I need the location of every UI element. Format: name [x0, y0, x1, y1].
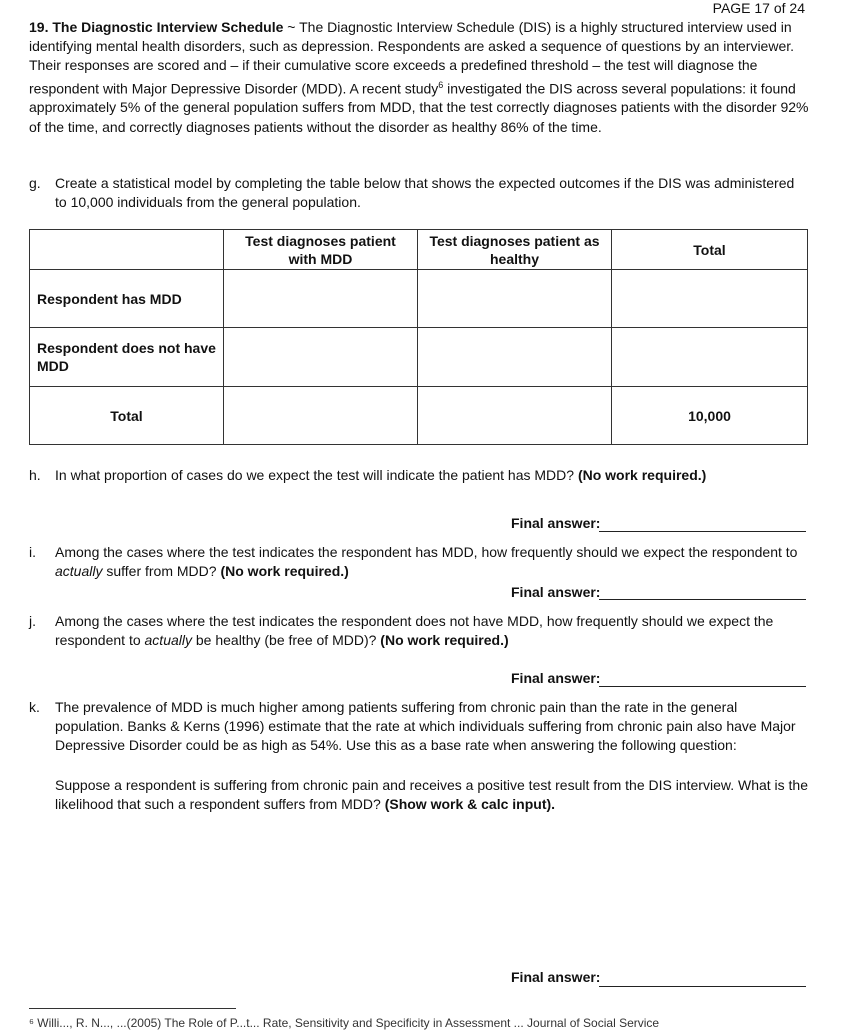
question-note: (No work required.): [577, 467, 707, 483]
page-number: PAGE 17 of 24: [712, 0, 805, 16]
question-letter: h.: [29, 467, 41, 483]
question-letter: i.: [29, 544, 36, 560]
outcome-table: [29, 229, 808, 445]
question-text: Suppose a respondent is suffering from chronic pain and receives a positive test result from the DIS interview. What is the likelihood that such a respondent suffers from MDD?: [55, 777, 809, 812]
question-k: [29, 698, 809, 755]
question-i: [29, 543, 809, 581]
question-text: Create a statistical model by completing the table below that shows the expected outcomes if the DIS was administered to 10,000 individuals from the general population.: [55, 175, 795, 210]
final-answer-label-k: Final answer:: [511, 969, 601, 985]
table-corner-cell: [30, 230, 224, 270]
question-19-intro: [29, 18, 809, 137]
row-label-no-mdd: Respondent does not have MDD: [30, 328, 224, 387]
final-answer-blank-k[interactable]: [599, 985, 806, 987]
question-letter: g.: [29, 175, 41, 191]
question-j: [29, 612, 809, 650]
emphasis: actually: [144, 632, 192, 648]
question-number: 19.: [29, 19, 49, 35]
cell-grand-total: 10,000: [612, 387, 808, 445]
cell-total-test-mdd[interactable]: [224, 387, 418, 445]
final-answer-blank-i[interactable]: [599, 598, 806, 600]
question-g: [29, 174, 809, 212]
question-text: The prevalence of MDD is much higher among patients suffering from chronic pain than the rate in the general population. Banks & Kerns (1996) estimate that the rate at which individuals suffering from chronic pain also have Major Depressive Disorder could be as high as 54%. Use this as a base rate when answering the following question:: [55, 699, 796, 753]
cell-has-mdd-test-mdd[interactable]: [224, 270, 418, 328]
question-text: In what proportion of cases do we expect the test will indicate the patient has MDD?: [55, 467, 578, 483]
final-answer-blank-h[interactable]: [599, 530, 806, 532]
footnote-marker: 6: [438, 79, 444, 90]
question-letter: k.: [29, 699, 40, 715]
header-test-mdd: Test diagnoses patient with MDD: [224, 230, 418, 270]
question-note: (Show work & calc input).: [384, 796, 556, 812]
cell-no-mdd-test-healthy[interactable]: [418, 328, 612, 387]
question-h: [29, 466, 809, 485]
question-text: Among the cases where the test indicates the respondent has MDD, how frequently should we expect the respondent to: [55, 544, 798, 560]
question-text-continued: suffer from MDD?: [102, 563, 221, 579]
row-label-has-mdd: Respondent has MDD: [30, 270, 224, 328]
final-answer-label-i: Final answer:: [511, 584, 601, 600]
row-label-total: Total: [30, 387, 224, 445]
title-mark: ~: [283, 19, 300, 35]
final-answer-blank-j[interactable]: [599, 685, 806, 687]
question-title: The Diagnostic Interview Schedule: [52, 19, 284, 35]
cell-no-mdd-total[interactable]: [612, 328, 808, 387]
intro-body-continued: investigated the DIS across several populations: it found approximately 5% of the general population suffers from MDD, that the test correctly diagnoses patients with the disorder 92% of the time, and correctly diagnoses patients without the disorder as healthy 86% of the time.: [29, 80, 809, 135]
header-total: Total: [612, 230, 808, 270]
final-answer-label-j: Final answer:: [511, 670, 601, 686]
question-letter: j.: [29, 613, 36, 629]
cell-no-mdd-test-mdd[interactable]: [224, 328, 418, 387]
question-k-prompt: [29, 776, 809, 814]
cell-has-mdd-total[interactable]: [612, 270, 808, 328]
final-answer-label-h: Final answer:: [511, 515, 601, 531]
emphasis: actually: [55, 563, 103, 579]
footnote-divider: [29, 1007, 236, 1009]
footnote-text: ⁶ Willi..., R. N..., ...(2005) The Role of P...t... Rate, Sensitivity and Specificity in Assessment ... Journal of Social Service: [29, 1016, 660, 1030]
intro-body: The Diagnostic Interview Schedule (DIS) is a highly structured interview used in identifying mental health disorders, such as depression. Respondents are asked a sequence of questions by an interviewer. Their responses are scored and – if their cumulative score exceeds a predefined threshold – the test will diagnose the respondent with Major Depressive Disorder (MDD). A recent study: [29, 19, 795, 97]
question-note: (No work required.): [380, 632, 509, 648]
header-test-healthy: Test diagnoses patient as healthy: [418, 230, 612, 270]
question-note: (No work required.): [220, 563, 349, 579]
question-text: Among the cases where the test indicates the respondent does not have MDD, how frequently should we expect the respondent to: [55, 613, 774, 648]
cell-has-mdd-test-healthy[interactable]: [418, 270, 612, 328]
question-text-continued: be healthy (be free of MDD)?: [191, 632, 381, 648]
cell-total-test-healthy[interactable]: [418, 387, 612, 445]
